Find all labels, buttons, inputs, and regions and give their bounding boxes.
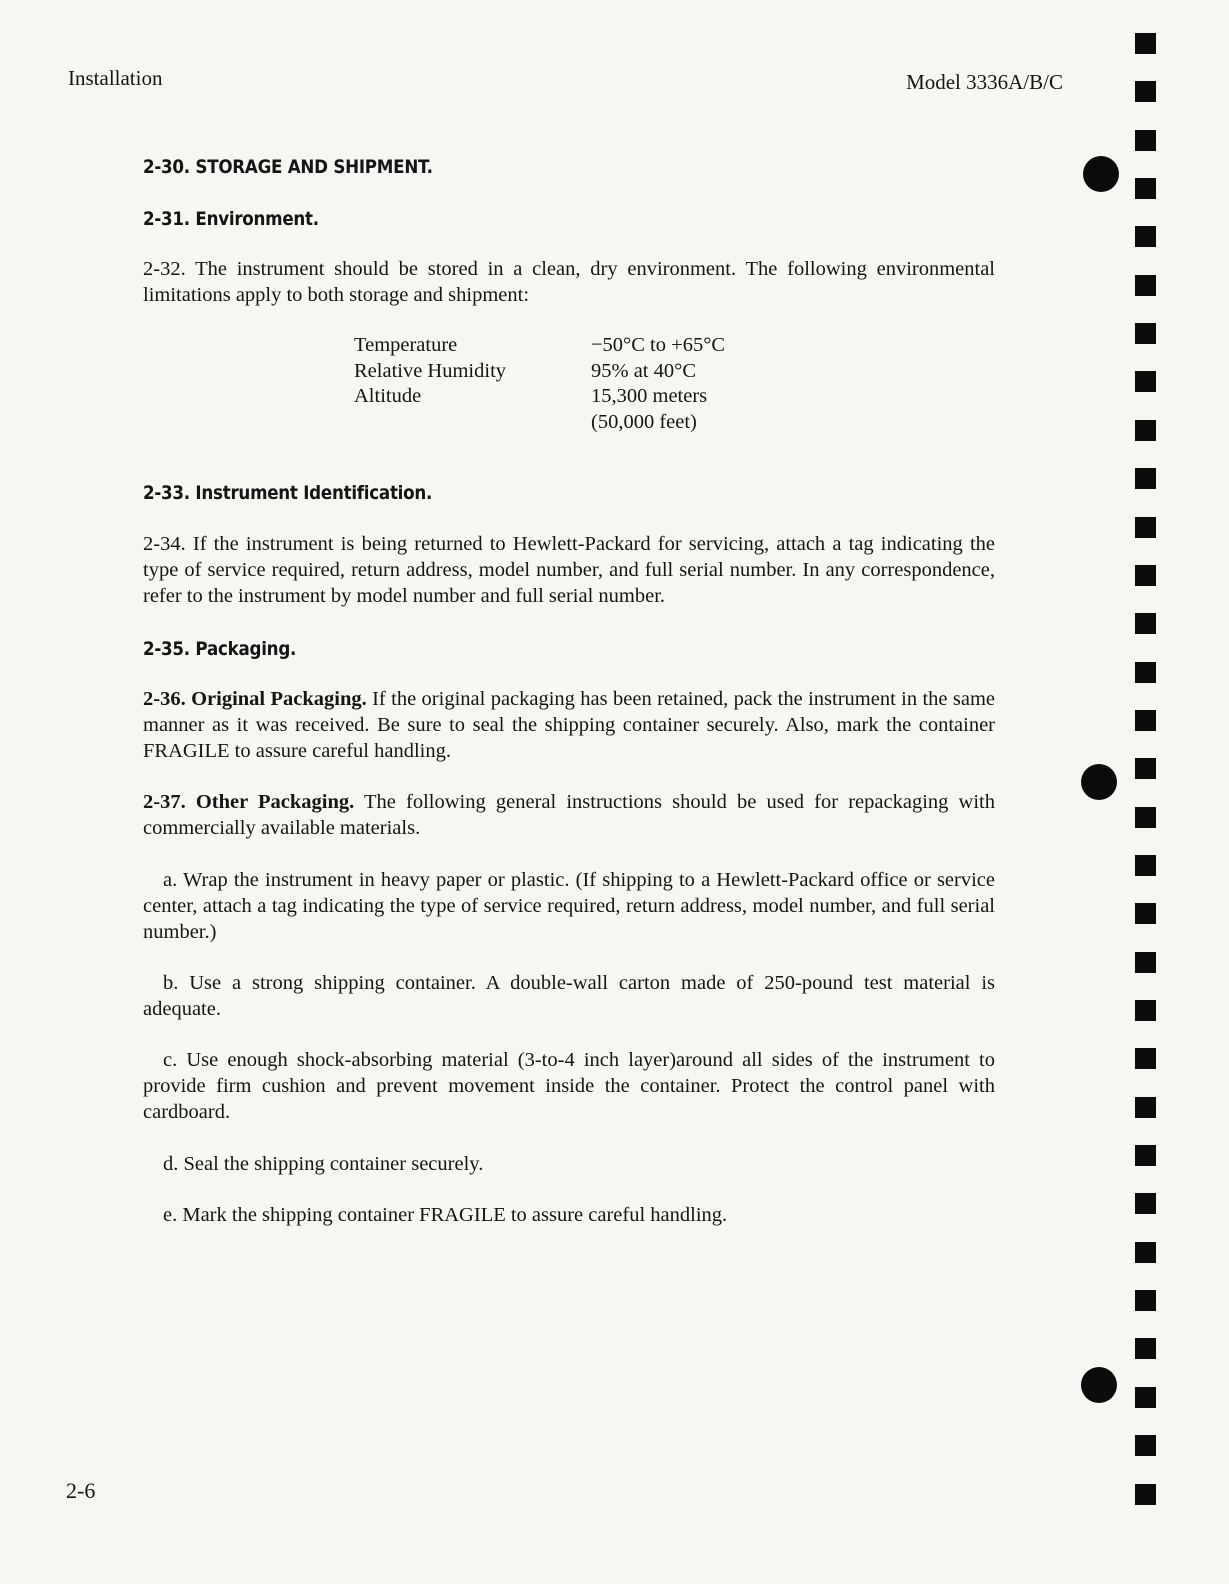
spec-label	[354, 410, 591, 436]
list-item-d: d. Seal the shipping container securely.	[163, 1153, 484, 1175]
binding-mark	[1135, 517, 1156, 538]
paragraph-2-32: 2-32. The instrument should be stored in a clean, dry environment. The following environmental limitations apply to both storage and shipment:	[143, 258, 995, 306]
binding-mark	[1135, 807, 1156, 828]
binder-hole	[1081, 764, 1117, 800]
binding-mark	[1135, 226, 1156, 247]
subheading-instrument-identification: 2-33. Instrument Identification.	[143, 482, 433, 504]
binding-mark	[1135, 1387, 1156, 1408]
section-heading-storage: 2-30. STORAGE AND SHIPMENT.	[143, 156, 433, 178]
binding-mark	[1135, 178, 1156, 199]
binding-mark	[1135, 1000, 1156, 1021]
paragraph-2-37	[143, 789, 995, 841]
list-item-e: e. Mark the shipping container FRAGILE to assure careful handling.	[163, 1204, 728, 1226]
binding-mark	[1135, 565, 1156, 586]
binding-mark	[1135, 855, 1156, 876]
spec-value: (50,000 feet)	[591, 410, 697, 433]
binding-mark	[1135, 1484, 1156, 1505]
binding-mark	[1135, 662, 1156, 683]
binding-mark	[1135, 130, 1156, 151]
spec-value: 15,300 meters	[591, 385, 708, 407]
list-item-b: b. Use a strong shipping container. A double-wall carton made of 250-pound test material is adequate.	[143, 972, 995, 1020]
spec-row	[354, 359, 725, 385]
binding-mark	[1135, 1435, 1156, 1456]
binder-hole	[1083, 156, 1119, 192]
binding-mark	[1135, 1290, 1156, 1311]
binding-mark	[1135, 1193, 1156, 1214]
binding-mark	[1135, 1097, 1156, 1118]
page-number: 2-6	[66, 1478, 96, 1503]
binding-mark	[1135, 420, 1156, 441]
paragraph-text: The following general instructions should be used for repackaging with commercially available materials.	[143, 791, 995, 839]
binding-mark	[1135, 81, 1156, 102]
binder-hole	[1081, 1367, 1117, 1403]
binding-mark	[1135, 275, 1156, 296]
binding-mark	[1135, 468, 1156, 489]
header-section-label: Installation	[68, 66, 163, 90]
list-item-a: a. Wrap the instrument in heavy paper or plastic. (If shipping to a Hewlett-Packard office or service center, attach a tag indicating the type of service required, return address, model number, and full serial number.)	[143, 869, 995, 943]
binding-mark	[1135, 1145, 1156, 1166]
spec-label: Altitude	[354, 385, 422, 407]
binding-mark	[1135, 323, 1156, 344]
spec-label: Relative Humidity	[354, 359, 507, 382]
binding-mark	[1135, 1242, 1156, 1263]
spec-row	[354, 333, 725, 359]
binding-mark	[1135, 710, 1156, 731]
binding-mark	[1135, 371, 1156, 392]
binding-mark	[1135, 758, 1156, 779]
paragraph-lead-original-packaging: 2-36. Original Packaging.	[143, 688, 367, 710]
binding-mark	[1135, 952, 1156, 973]
comb-binding-strip	[1135, 0, 1165, 1584]
paragraph-2-36	[143, 686, 995, 764]
environment-spec-table	[354, 333, 725, 435]
spec-row	[354, 384, 725, 410]
binding-mark	[1135, 1338, 1156, 1359]
list-item-c: c. Use enough shock-absorbing material (3-to-4 inch layer)around all sides of the instrument to provide firm cushion and prevent movement inside the container. Protect the control panel with cardboard.	[143, 1049, 995, 1123]
binding-mark	[1135, 613, 1156, 634]
binding-mark	[1135, 903, 1156, 924]
spec-value: −50°C to +65°C	[591, 334, 726, 356]
subheading-packaging: 2-35. Packaging.	[143, 638, 297, 660]
binding-mark	[1135, 33, 1156, 54]
paragraph-lead-other-packaging: 2-37. Other Packaging.	[143, 791, 355, 813]
spec-label: Temperature	[354, 334, 458, 356]
paragraph-2-34: 2-34. If the instrument is being returned to Hewlett-Packard for servicing, attach a tag indicating the type of service required, return address, model number, and full serial number. In any correspondence, refer to the instrument by model number and full serial number.	[143, 533, 995, 607]
spec-value: 95% at 40°C	[591, 359, 696, 382]
subheading-environment: 2-31. Environment.	[143, 208, 319, 230]
paragraph-text: If the original packaging has been retained, pack the instrument in the same manner as it was received. Be sure to seal the shipping container securely. Also, mark the container FRAGILE to assure careful handling.	[143, 688, 996, 762]
binding-mark	[1135, 1048, 1156, 1069]
header-model-label: Model 3336A/B/C	[906, 70, 1063, 94]
spec-row	[354, 410, 725, 436]
